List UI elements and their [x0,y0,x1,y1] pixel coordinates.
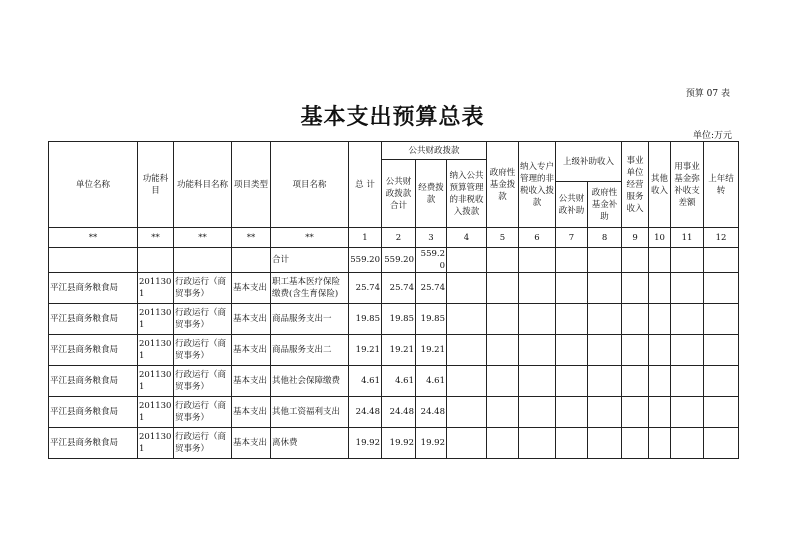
row-code: 2011301 [138,273,174,304]
row-func: 行政运行（商贸事务） [174,397,232,428]
row-expense: 19.21 [416,335,447,366]
header-gov-fund: 政府性基金拨款 [487,142,519,228]
index-cell: ** [174,228,232,248]
header-expense-alloc: 经费拨款 [416,160,447,228]
row-unit: 平江县商务粮食局 [49,335,138,366]
table-row [49,397,739,428]
row-func: 行政运行（商贸事务） [174,428,232,459]
index-cell: 1 [349,228,382,248]
table-row [49,366,739,397]
header-reserve-fund: 用事业基金弥补收支差额 [671,142,704,228]
row-func: 行政运行（商贸事务） [174,366,232,397]
row-item-name: 其他工资福利支出 [271,397,349,428]
header-special-nontax: 纳入专户管理的非税收入拨款 [519,142,556,228]
row-func: 行政运行（商贸事务） [174,273,232,304]
row-public-total: 4.61 [382,366,416,397]
table-row [49,335,739,366]
table-row [49,304,739,335]
row-unit: 平江县商务粮食局 [49,304,138,335]
row-item-name: 其他社会保障缴费 [271,366,349,397]
header-other-income: 其他收入 [649,142,671,228]
row-public-total: 19.21 [382,335,416,366]
header-total: 总 计 [349,142,382,228]
row-code: 2011301 [138,397,174,428]
index-cell: ** [49,228,138,248]
index-cell: 2 [382,228,416,248]
row-total: 24.48 [349,397,382,428]
row-item-name: 商品服务支出一 [271,304,349,335]
total-expense-amount: 559.20 [416,248,447,273]
row-total: 25.74 [349,273,382,304]
row-expense: 19.92 [416,428,447,459]
row-code: 2011301 [138,428,174,459]
row-item-name: 离休费 [271,428,349,459]
row-public-total: 24.48 [382,397,416,428]
row-public-total: 25.74 [382,273,416,304]
row-code: 2011301 [138,304,174,335]
header-unit-name: 单位名称 [49,142,138,228]
row-unit: 平江县商务粮食局 [49,273,138,304]
header-public-fund: 公共财政拨款 [382,142,487,160]
row-type: 基本支出 [232,273,271,304]
page-title: 基本支出预算总表 [300,104,485,130]
header-public-fin-sub: 公共财政补助 [556,182,588,228]
row-item-name: 商品服务支出二 [271,335,349,366]
row-unit: 平江县商务粮食局 [49,428,138,459]
row-code: 2011301 [138,366,174,397]
index-cell: 5 [487,228,519,248]
budget-table [48,141,739,459]
index-row [49,228,739,248]
form-number: 预算 07 表 [685,89,730,99]
row-public-total: 19.85 [382,304,416,335]
header-business-income: 事业单位经营服务收入 [622,142,649,228]
index-cell: 11 [671,228,704,248]
header-func-name: 功能科目名称 [174,142,232,228]
table-row [49,273,739,304]
header-item-type: 项目类型 [232,142,271,228]
index-cell: 3 [416,228,447,248]
index-cell: 4 [447,228,487,248]
total-amount: 559.20 [349,248,382,273]
table-row [49,428,739,459]
row-type: 基本支出 [232,304,271,335]
header-carry-over: 上年结转 [704,142,739,228]
index-cell: 9 [622,228,649,248]
row-func: 行政运行（商贸事务） [174,304,232,335]
index-cell: ** [138,228,174,248]
header-superior-subsidy: 上级补助收入 [556,142,622,182]
row-code: 2011301 [138,335,174,366]
header-budget-nontax: 纳入公共预算管理的非税收入拨款 [447,160,487,228]
header-func-code: 功能科目 [138,142,174,228]
index-cell: 12 [704,228,739,248]
index-cell: 6 [519,228,556,248]
row-expense: 25.74 [416,273,447,304]
row-type: 基本支出 [232,366,271,397]
index-cell: 7 [556,228,588,248]
row-expense: 4.61 [416,366,447,397]
row-type: 基本支出 [232,335,271,366]
unit-label: 单位:万元 [692,131,732,141]
row-type: 基本支出 [232,397,271,428]
header-item-name: 项目名称 [271,142,349,228]
row-total: 19.21 [349,335,382,366]
row-public-total: 19.92 [382,428,416,459]
header-public-total: 公共财政拨款合计 [382,160,416,228]
row-item-name: 职工基本医疗保险缴费(含生育保险) [271,273,349,304]
row-expense: 19.85 [416,304,447,335]
header-gov-fund-sub: 政府性基金补助 [588,182,622,228]
header-row-1 [49,142,739,160]
row-expense: 24.48 [416,397,447,428]
row-total: 19.85 [349,304,382,335]
index-cell: 10 [649,228,671,248]
row-total: 4.61 [349,366,382,397]
index-cell: ** [232,228,271,248]
index-cell: 8 [588,228,622,248]
row-type: 基本支出 [232,428,271,459]
total-public-amount: 559.20 [382,248,416,273]
index-cell: ** [271,228,349,248]
row-total: 19.92 [349,428,382,459]
total-row [49,248,739,273]
row-unit: 平江县商务粮食局 [49,366,138,397]
row-func: 行政运行（商贸事务） [174,335,232,366]
total-label: 合计 [271,248,349,273]
row-unit: 平江县商务粮食局 [49,397,138,428]
